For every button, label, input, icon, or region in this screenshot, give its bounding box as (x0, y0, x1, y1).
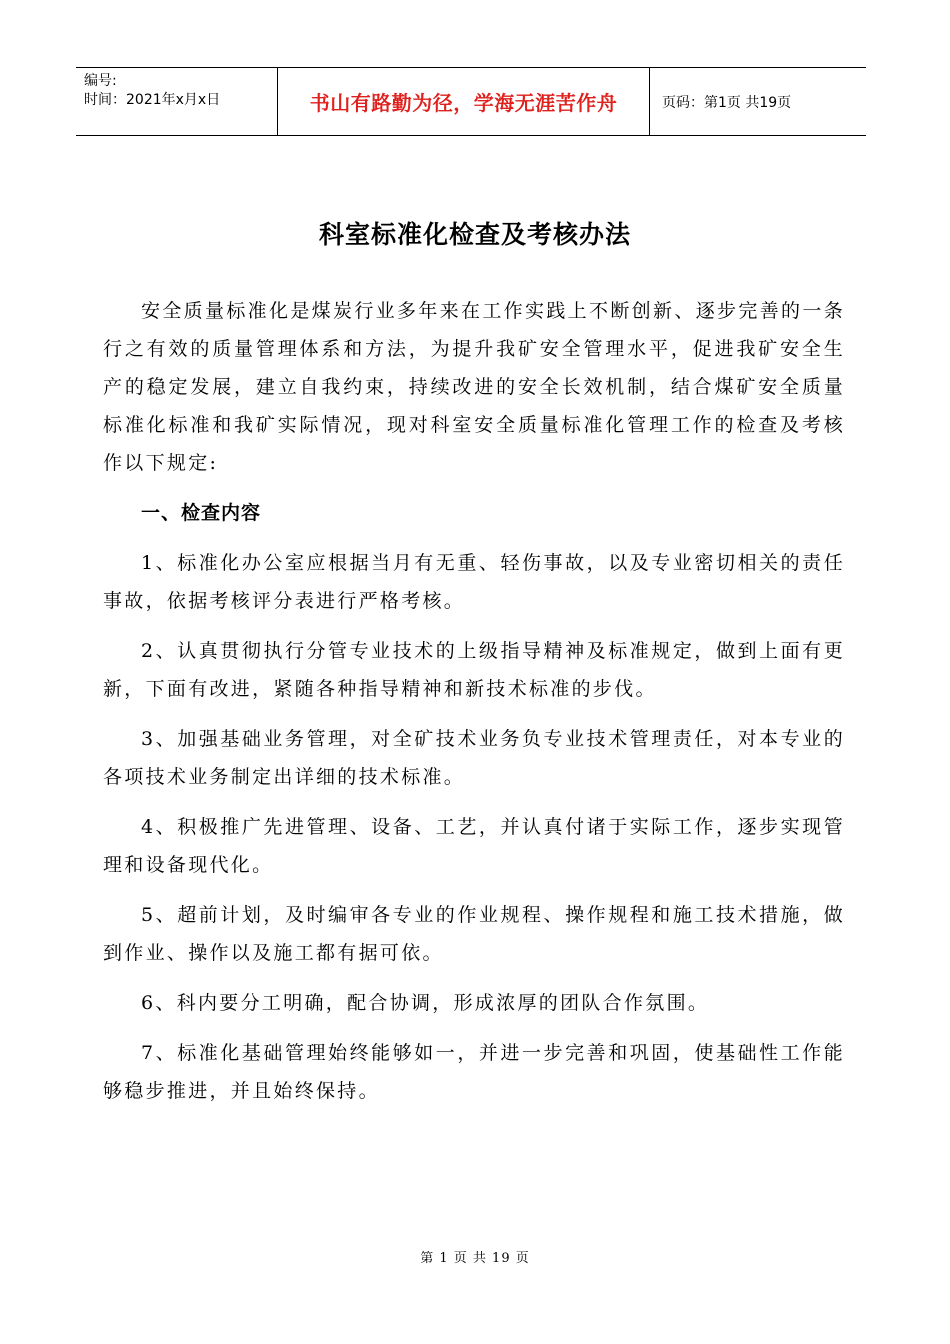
header-motto-cell (278, 68, 650, 135)
section-heading: 一、检查内容 (141, 502, 262, 524)
document-header (76, 67, 866, 136)
list-item: 6、科内要分工明确，配合协调，形成浓厚的团队合作氛围。 (141, 992, 710, 1014)
page-footer: 第 1 页 共 19 页 (420, 1251, 530, 1266)
list-item: 2、认真贯彻执行分管专业技术的上级指导精神及标准规定，做到上面有更新，下面有改进，紧随各种指导精神和新技术标准的步伐。 (103, 640, 845, 700)
list-item: 5、超前计划，及时编审各专业的作业规程、操作规程和施工技术措施，做到作业、操作以及施工都有据可依。 (103, 904, 845, 964)
number-label: 编号: (84, 73, 117, 89)
list-item: 3、加强基础业务管理，对全矿技术业务负专业技术管理责任，对本专业的各项技术业务制定出详细的技术标准。 (103, 728, 845, 788)
motto-text: 书山有路勤为径，学海无涯苦作舟 (309, 91, 618, 115)
list-item: 1、标准化办公室应根据当月有无重、轻伤事故，以及专业密切相关的责任事故，依据考核评分表进行严格考核。 (103, 552, 845, 612)
list-item: 4、积极推广先进管理、设备、工艺，并认真付诸于实际工作，逐步实现管理和设备现代化。 (103, 816, 845, 876)
intro-paragraph: 安全质量标准化是煤炭行业多年来在工作实践上不断创新、逐步完善的一条行之有效的质量管理体系和方法，为提升我矿安全管理水平，促进我矿安全生产的稳定发展，建立自我约束，持续改进的安全长效机制，结合煤矿安全质量标准化标准和我矿实际情况，现对科室安全质量标准化管理工作的检查及考核作以下规定: (103, 300, 845, 474)
document-body (103, 292, 845, 1122)
header-meta-cell (76, 68, 278, 135)
document-title: 科室标准化检查及考核办法 (318, 220, 631, 249)
time-label: 时间：2021年x月x日 (84, 92, 221, 108)
page-info: 页码：第1页 共19页 (662, 94, 792, 111)
header-page-cell (650, 68, 866, 135)
list-item: 7、标准化基础管理始终能够如一，并进一步完善和巩固，使基础性工作能够稳步推进，并且始终保持。 (103, 1042, 845, 1102)
